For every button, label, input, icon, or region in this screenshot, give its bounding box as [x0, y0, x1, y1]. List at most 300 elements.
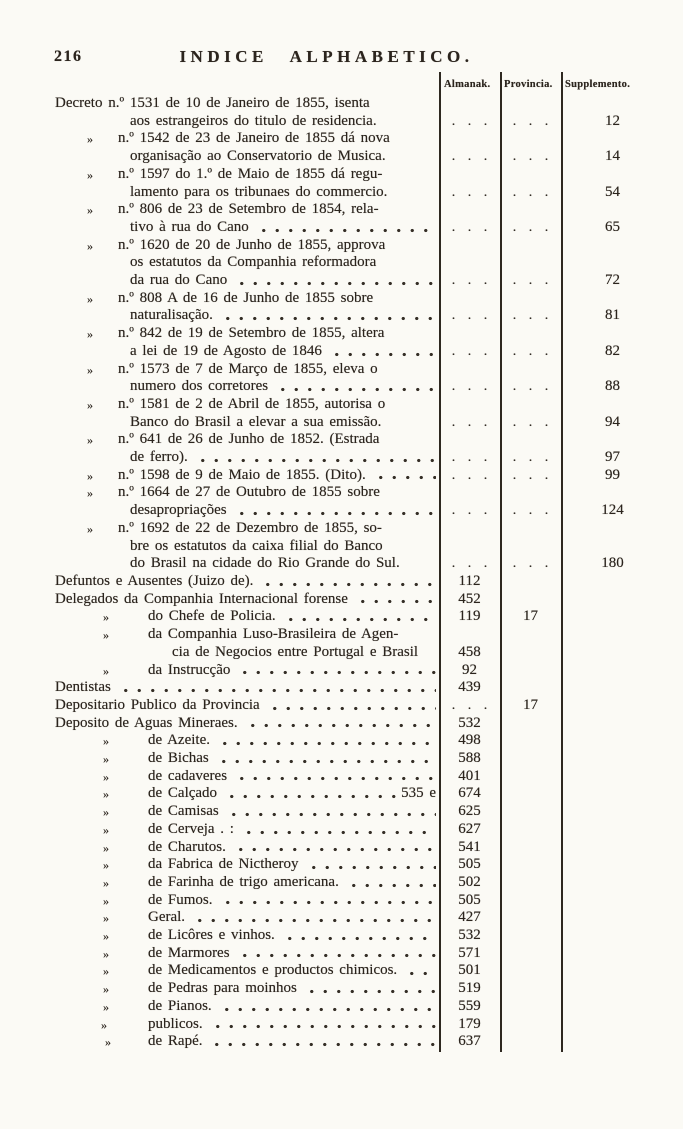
index-entries [55, 95, 683, 1051]
dot-leader [194, 456, 436, 465]
provincia-cell: . . . [512, 503, 549, 519]
entry-line [55, 184, 439, 202]
entry-text [55, 927, 439, 945]
ditto-marker: » [103, 787, 108, 802]
provincia-cell: . . . [512, 273, 549, 289]
ditto-marker: » [103, 999, 108, 1014]
index-entry [55, 130, 683, 165]
entry-line-text: de Calçado [148, 785, 218, 802]
entry-text [55, 130, 439, 165]
entry-line [55, 573, 439, 591]
index-entry [55, 945, 683, 963]
entry-line-text: n.º 1542 de 23 de Janeiro de 1855 dá nova [118, 130, 390, 147]
provincia-cell: . . . [512, 556, 549, 572]
index-entry [55, 520, 683, 573]
entry-line-text: lamento para os tribunaes do commercio. [130, 183, 388, 200]
entry-text [55, 998, 439, 1016]
index-entry [55, 909, 683, 927]
index-entry [55, 166, 683, 201]
entry-line-text: desapropriações [130, 502, 227, 519]
almanak-cell: 452 [458, 590, 481, 607]
entry-line-text: da Fabrica de Nictheroy [148, 856, 299, 873]
provincia-cell: . . . [512, 219, 549, 235]
dot-leader [240, 828, 436, 837]
provincia-cell: . . . [512, 450, 549, 466]
almanak-cell: 625 [458, 803, 481, 820]
column-header-provincia: Provincia. [504, 79, 553, 90]
entry-text [55, 679, 439, 697]
entry-text [55, 1033, 439, 1051]
entry-line-text: Delegados da Companhia Internacional forense [55, 590, 348, 607]
entry-line-text: do Brasil na cidade do Rio Grande do Sul. [130, 555, 400, 572]
almanak-cell: 502 [458, 873, 481, 890]
entry-line-text: de Cerveja . : [148, 820, 234, 837]
provincia-cell: . . . [512, 113, 549, 129]
entry-line [55, 1033, 439, 1051]
entry-line-text: n.º 808 A de 16 de Junho de 1855 sobre [118, 289, 374, 306]
entry-line-text: aos estrangeiros do titulo de residencia. [130, 112, 377, 129]
entry-line-text: n.º 1664 de 27 de Outubro de 1855 sobre [118, 484, 380, 501]
entry-line-text: a lei de 19 de Agosto de 1846 [130, 342, 322, 359]
ditto-marker: » [87, 468, 92, 483]
dot-leader [282, 615, 436, 624]
entry-line [55, 290, 439, 308]
entry-line-text: de Medicamentos e productos chimicos. [148, 962, 398, 979]
almanak-cell: . . . [451, 450, 488, 466]
entry-line [55, 113, 439, 131]
entry-line-text: de Fumos. [148, 891, 213, 908]
index-entry [55, 325, 683, 360]
dot-leader [225, 810, 436, 819]
almanak-cell: . . . [451, 184, 488, 200]
provincia-cell: . . . [512, 414, 549, 430]
ditto-marker: » [103, 964, 108, 979]
entry-line-text: da rua do Cano [130, 272, 228, 289]
index-entry [55, 608, 683, 626]
entry-line [55, 254, 439, 272]
supplemento-cell: 72 [605, 272, 620, 289]
supplemento-cell: 97 [605, 449, 620, 466]
entry-line [55, 626, 439, 644]
entry-text [55, 467, 439, 485]
dot-leader [233, 509, 436, 518]
almanak-cell: 458 [458, 643, 481, 660]
ditto-marker: » [103, 840, 108, 855]
entry-line [55, 679, 439, 697]
dot-leader [219, 898, 436, 907]
ditto-marker: » [103, 893, 108, 908]
almanak-cell: 439 [458, 679, 481, 696]
entry-line-text: de cadaveres [148, 767, 228, 784]
almanak-cell: 427 [458, 909, 481, 926]
entry-line-text: de Licôres e vinhos. [148, 927, 275, 944]
entry-line-text: Banco do Brasil a elevar a sua emissão. [130, 413, 382, 430]
entry-line [55, 219, 439, 237]
entry-line-text: de Farinha de trigo americana. [148, 873, 339, 890]
dot-leader [372, 473, 436, 482]
ditto-marker: » [87, 362, 92, 377]
almanak-cell: . . . [451, 113, 488, 129]
entry-line [55, 130, 439, 148]
entry-line [55, 892, 439, 910]
entry-text [55, 484, 439, 519]
entry-line-text: n.º 1581 de 2 de Abril de 1855, autorisa o [118, 395, 386, 412]
almanak-cell: . . . [451, 343, 488, 359]
entry-text [55, 95, 439, 130]
dot-leader [233, 774, 436, 783]
index-entry [55, 95, 683, 130]
almanak-cell: . . . [451, 219, 488, 235]
provincia-cell: . . . [512, 184, 549, 200]
ditto-marker: » [103, 982, 108, 997]
entry-line [55, 591, 439, 609]
entry-line [55, 1016, 439, 1034]
entry-line [55, 927, 439, 945]
dot-leader [232, 845, 436, 854]
entry-line [55, 307, 439, 325]
ditto-marker: » [103, 752, 108, 767]
entry-line [55, 378, 439, 396]
entry-text [55, 1016, 439, 1034]
provincia-cell: . . . [512, 308, 549, 324]
dot-leader [215, 757, 436, 766]
ditto-marker: » [103, 769, 108, 784]
entry-line [55, 750, 439, 768]
entry-line-text: numero dos corretores [130, 378, 269, 395]
ditto-marker: » [87, 433, 92, 448]
entry-text [55, 697, 439, 715]
almanak-cell: 571 [458, 944, 481, 961]
entry-line-text: n.º 842 de 19 de Setembro de 1855, altera [118, 325, 385, 342]
entry-line-text: de Bichas [148, 750, 209, 767]
index-entry [55, 201, 683, 236]
supplemento-cell: 81 [605, 307, 620, 324]
entry-line-text: naturalisação. [130, 307, 213, 324]
index-entry [55, 785, 683, 803]
ditto-marker: » [103, 946, 108, 961]
entry-line [55, 95, 439, 113]
entry-line [55, 803, 439, 821]
entry-line [55, 467, 439, 485]
dot-leader [266, 704, 436, 713]
entry-line-text: n.º 806 de 23 de Setembro de 1854, rela- [118, 201, 379, 218]
entry-line [55, 166, 439, 184]
index-entry [55, 768, 683, 786]
index-entry [55, 679, 683, 697]
entry-text [55, 892, 439, 910]
entry-line-text: de Marmores [148, 944, 230, 961]
entry-line-text: de Camisas [148, 803, 219, 820]
entry-line [55, 396, 439, 414]
entry-text [55, 839, 439, 857]
provincia-cell: . . . [512, 379, 549, 395]
entry-text [55, 768, 439, 786]
dot-leader [216, 739, 436, 748]
dot-leader [259, 580, 436, 589]
entry-line [55, 768, 439, 786]
entry-line [55, 644, 439, 662]
column-header-supplemento: Supplemento. [565, 79, 631, 90]
almanak-cell: . . . [451, 273, 488, 289]
entry-text [55, 166, 439, 201]
provincia-cell: . . . [512, 343, 549, 359]
index-entry [55, 396, 683, 431]
dot-leader [218, 1005, 436, 1014]
index-entry [55, 484, 683, 519]
supplemento-cell: 14 [605, 148, 620, 165]
ditto-marker: » [103, 858, 108, 873]
entry-line-text: n.º 641 de 26 de Junho de 1852. (Estrada [118, 431, 380, 448]
almanak-cell: 559 [458, 997, 481, 1014]
entry-text [55, 290, 439, 325]
almanak-cell: 674 [458, 785, 481, 802]
entry-line [55, 201, 439, 219]
entry-line [55, 237, 439, 255]
entry-line-text: organisação ao Conservatorio de Musica. [130, 148, 386, 165]
entry-text [55, 431, 439, 466]
index-entry [55, 591, 683, 609]
ditto-marker: » [87, 521, 92, 536]
ditto-marker: » [87, 203, 92, 218]
ditto-marker: » [105, 1035, 110, 1050]
entry-text [55, 626, 439, 661]
entry-line [55, 484, 439, 502]
entry-line [55, 697, 439, 715]
entry-line-text: n.º 1598 de 9 de Maio de 1855. (Dito). [118, 466, 366, 483]
entry-text [55, 785, 439, 803]
entry-line-text: de Pedras para moinhos [148, 980, 297, 997]
almanak-cell: 498 [458, 732, 481, 749]
entry-line [55, 343, 439, 361]
dot-leader [328, 350, 436, 359]
almanak-cell: 112 [458, 572, 481, 589]
entry-line-text: Decreto n.º 1531 de 10 de Janeiro de 1855, isenta [55, 95, 370, 111]
entry-text [55, 715, 439, 733]
almanak-cell: . . . [451, 149, 488, 165]
supplemento-cell: 94 [605, 413, 620, 430]
entry-line [55, 839, 439, 857]
entry-line-text: de Azeite. [148, 732, 210, 749]
almanak-cell: 501 [458, 962, 481, 979]
dot-leader [233, 279, 436, 288]
entry-line-text: de Charutos. [148, 838, 226, 855]
index-entry [55, 998, 683, 1016]
entry-line [55, 431, 439, 449]
entry-line-text: de ferro). [130, 449, 188, 466]
entry-text [55, 962, 439, 980]
supplemento-cell: 99 [605, 466, 620, 483]
entry-line [55, 856, 439, 874]
entry-line [55, 785, 439, 803]
dot-leader [403, 969, 436, 978]
almanak-cell: . . . [451, 697, 488, 713]
index-entry [55, 715, 683, 733]
ditto-marker: » [87, 238, 92, 253]
almanak-cell: 519 [458, 980, 481, 997]
dot-leader [209, 1022, 436, 1031]
supplemento-cell: 124 [601, 502, 624, 519]
provincia-cell: . . . [512, 467, 549, 483]
supplemento-cell: 12 [605, 112, 620, 129]
entry-text [55, 750, 439, 768]
almanak-cell: 588 [458, 750, 481, 767]
entry-text [55, 856, 439, 874]
entry-line-text: Geral. [148, 909, 186, 926]
ditto-marker: » [101, 1017, 106, 1032]
dot-leader [274, 385, 436, 394]
almanak-cell: . . . [451, 379, 488, 395]
ditto-marker: » [87, 291, 92, 306]
entry-line [55, 538, 439, 556]
ditto-marker: » [103, 929, 108, 944]
almanak-cell: 179 [458, 1015, 481, 1032]
entry-text [55, 662, 439, 680]
ditto-marker: » [103, 911, 108, 926]
dot-leader [281, 934, 436, 943]
dot-leader [236, 951, 436, 960]
entry-line-text: Dentistas [55, 679, 111, 696]
supplemento-cell: 54 [605, 183, 620, 200]
entry-line-text: tivo à rua do Cano [130, 218, 249, 235]
entry-text [55, 573, 439, 591]
almanak-cell: 505 [458, 891, 481, 908]
almanak-cell: . . . [451, 556, 488, 572]
entry-line-text: da Companhia Luso-Brasileira de Agen- [148, 626, 399, 643]
entry-line [55, 998, 439, 1016]
supplemento-cell: 88 [605, 378, 620, 395]
entry-line-text: n.º 1620 de 20 de Junho de 1855, approva [118, 236, 386, 253]
almanak-cell: 119 [458, 608, 481, 625]
entry-line-suffix: 535 e [401, 785, 436, 802]
dot-leader [345, 881, 436, 890]
entry-line-text: n.º 1692 de 22 de Dezembro de 1855, so- [118, 519, 382, 536]
almanak-cell: 627 [458, 820, 481, 837]
index-entry [55, 892, 683, 910]
entry-line [55, 945, 439, 963]
entry-line-text: os estatutos da Companhia reformadora [130, 254, 377, 271]
entry-text [55, 980, 439, 998]
ditto-marker: » [87, 486, 92, 501]
almanak-cell: 532 [458, 927, 481, 944]
almanak-cell: 92 [462, 661, 477, 678]
entry-text [55, 591, 439, 609]
entry-line [55, 325, 439, 343]
dot-leader [255, 226, 436, 235]
index-entry [55, 662, 683, 680]
ditto-marker: » [87, 327, 92, 342]
entry-line [55, 608, 439, 626]
supplemento-cell: 180 [601, 555, 624, 572]
index-entry [55, 927, 683, 945]
index-entry [55, 626, 683, 661]
index-entry [55, 980, 683, 998]
dot-leader [303, 987, 436, 996]
entry-text [55, 396, 439, 431]
dot-leader [354, 597, 436, 606]
entry-line [55, 148, 439, 166]
entry-line [55, 732, 439, 750]
index-entry [55, 697, 683, 715]
almanak-cell: . . . [451, 503, 488, 519]
almanak-cell: . . . [451, 414, 488, 430]
dot-leader [236, 668, 436, 677]
entry-text [55, 803, 439, 821]
entry-line-text: n.º 1573 de 7 de Março de 1855, eleva o [118, 360, 378, 377]
index-entry [55, 237, 683, 290]
entry-text [55, 201, 439, 236]
entry-line [55, 821, 439, 839]
entry-line-text: de Rapé. [148, 1033, 203, 1050]
entry-line [55, 909, 439, 927]
index-entry [55, 962, 683, 980]
almanak-cell: 401 [458, 767, 481, 784]
index-entry [55, 573, 683, 591]
entry-text [55, 608, 439, 626]
index-entry [55, 803, 683, 821]
entry-line [55, 874, 439, 892]
entry-text [55, 945, 439, 963]
entry-line-text: publicos. [148, 1015, 203, 1032]
entry-line [55, 414, 439, 432]
entry-line-text: cia de Negocios entre Portugal e Brasil [172, 643, 419, 660]
ditto-marker: » [87, 167, 92, 182]
page-title: INDICE ALPHABETICO. [179, 47, 474, 66]
index-entry [55, 290, 683, 325]
index-entry [55, 839, 683, 857]
entry-line-text: n.º 1597 do 1.º de Maio de 1855 dá regu- [118, 165, 383, 182]
ditto-marker: » [103, 734, 108, 749]
almanak-cell: 541 [458, 838, 481, 855]
ditto-marker: » [103, 628, 108, 643]
entry-line-text: de Pianos. [148, 997, 212, 1014]
dot-leader [219, 314, 436, 323]
ditto-marker: » [103, 875, 108, 890]
entry-line-text: Deposito de Aguas Mineraes. [55, 714, 238, 731]
provincia-cell: 17 [523, 696, 538, 713]
ditto-marker: » [103, 805, 108, 820]
entry-text [55, 732, 439, 750]
entry-line [55, 715, 439, 733]
almanak-cell: . . . [451, 308, 488, 324]
supplemento-cell: 65 [605, 218, 620, 235]
almanak-cell: . . . [451, 467, 488, 483]
supplemento-cell: 82 [605, 342, 620, 359]
almanak-cell: 637 [458, 1033, 481, 1050]
entry-line-text: da Instrucção [148, 661, 231, 678]
ditto-marker: » [87, 132, 92, 147]
column-header-almanak: Almanak. [444, 79, 491, 90]
entry-line-text: do Chefe de Policia. [148, 608, 276, 625]
entry-text [55, 874, 439, 892]
entry-line [55, 272, 439, 290]
dot-leader [208, 1040, 436, 1049]
entry-text [55, 520, 439, 573]
almanak-cell: 505 [458, 856, 481, 873]
entry-line [55, 502, 439, 520]
provincia-cell: . . . [512, 149, 549, 165]
index-entry [55, 1033, 683, 1051]
entry-line-text: Depositario Publico da Provincia [55, 696, 260, 713]
entry-line [55, 555, 439, 573]
entry-text [55, 237, 439, 290]
entry-text [55, 361, 439, 396]
entry-line [55, 520, 439, 538]
index-entry [55, 856, 683, 874]
index-entry [55, 467, 683, 485]
index-entry [55, 874, 683, 892]
entry-line [55, 962, 439, 980]
dot-leader [244, 721, 436, 730]
